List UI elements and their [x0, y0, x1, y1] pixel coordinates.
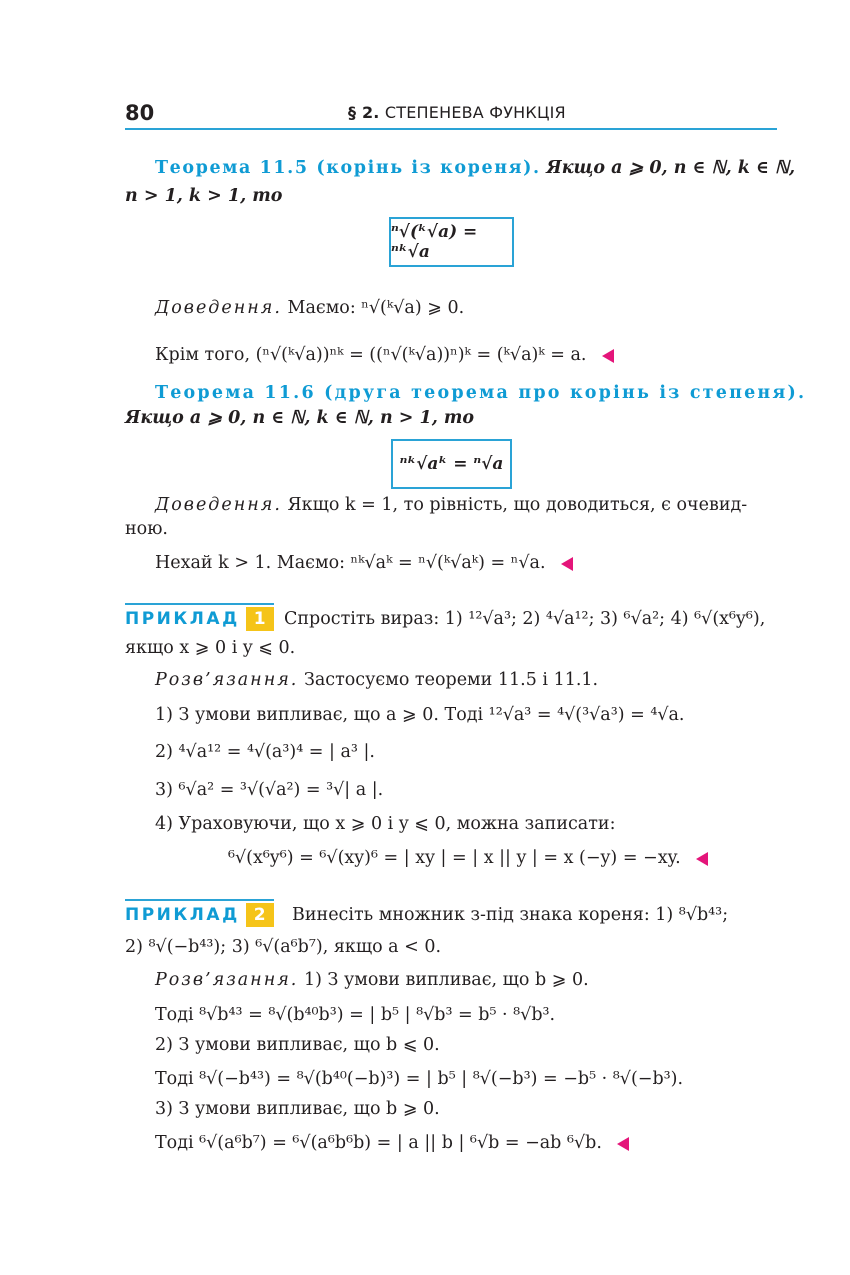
proof-label: Доведення. [155, 298, 282, 318]
proof-text: Крім того, (ⁿ√(ᵏ√a))ⁿᵏ = ((ⁿ√(ᵏ√a))ⁿ)ᵏ = (ᵏ√a)ᵏ = a. [155, 345, 587, 365]
theorem-11-6-proof-2: ною. [125, 519, 168, 539]
proof-text: Якщо k = 1, то рівність, що доводиться, є очевид- [287, 495, 748, 515]
solution-label: Розв’язання. [155, 670, 299, 690]
proof-text: Маємо: ⁿ√(ᵏ√a) ⩾ 0. [287, 298, 465, 318]
theorem-11-6-line-1 [155, 381, 806, 405]
theorem-11-6-condition: Якщо a ⩾ 0, n ∈ ℕ, k ∈ ℕ, n > 1, то [125, 408, 475, 428]
theorem-11-5-line-1 [155, 156, 795, 180]
left-triangle-icon [561, 557, 573, 571]
example-label-text: ПРИКЛАД [125, 905, 240, 925]
theorem-11-5-condition-2: n > 1, k > 1, то [125, 186, 283, 206]
proof-text: Нехай k > 1. Маємо: ⁿᵏ√aᵏ = ⁿ√(ᵏ√aᵏ) = ⁿ√a. [155, 553, 546, 573]
formula-text: ⁶√(x⁶y⁶) = ⁶√(xy)⁶ = | xy | = | x || y | = x (−y) = −xy. [228, 848, 681, 868]
example-1-task-1: Спростіть вираз: 1) ¹²√a³; 2) ⁴√a¹²; 3) ⁶√a²; 4) ⁶√(x⁶y⁶), [284, 609, 766, 629]
example-1-task-2: якщо x ⩾ 0 і y ⩽ 0. [125, 638, 296, 658]
theorem-11-6-proof-1 [155, 493, 747, 517]
header-rule [125, 128, 777, 130]
theorem-11-5-condition-1: Якщо a ⩾ 0, n ∈ ℕ, k ∈ ℕ, [546, 158, 796, 178]
example-2-step-3: 3) З умови випливає, що b ⩾ 0. [155, 1099, 440, 1119]
theorem-11-5-proof-2 [155, 343, 614, 367]
example-1-step-1: 1) З умови випливає, що a ⩾ 0. Тоді ¹²√a³ = ⁴√(³√a³) = ⁴√a. [155, 705, 685, 725]
page-number: 80 [125, 101, 155, 125]
example-number: 1 [246, 607, 274, 631]
solution-label: Розв’язання. [155, 970, 299, 990]
section-title: СТЕПЕНЕВА ФУНКЦІЯ [384, 103, 566, 122]
example-1-step-4-formula [228, 846, 708, 870]
section-mark: § 2. [348, 103, 380, 122]
theorem-11-5-proof-1 [155, 296, 464, 320]
example-rule [125, 899, 274, 901]
example-1-label [125, 607, 274, 631]
left-triangle-icon [602, 349, 614, 363]
example-2-task-1: Винесіть множник з-під знака кореня: 1) ⁸√b⁴³; [292, 905, 729, 925]
left-triangle-icon [617, 1137, 629, 1151]
example-1-step-4: 4) Ураховуючи, що x ⩾ 0 і y ⩽ 0, можна записати: [155, 814, 616, 834]
example-2-task-2: 2) ⁸√(−b⁴³); 3) ⁶√(a⁶b⁷), якщо a < 0. [125, 937, 442, 957]
example-1-step-2: 2) ⁴√a¹² = ⁴√(a³)⁴ = | a³ |. [155, 742, 375, 762]
example-1-step-3: 3) ⁶√a² = ³√(√a²) = ³√| a |. [155, 780, 384, 800]
theorem-11-6-proof-3 [155, 551, 573, 575]
theorem-11-5-formula: ⁿ√(ᵏ√a) = ⁿᵏ√a [391, 222, 478, 262]
example-2-step-2: 2) З умови випливає, що b ⩽ 0. [155, 1035, 440, 1055]
solution-intro: Застосуємо теореми 11.5 і 11.1. [303, 670, 599, 690]
example-2-step-3-formula [155, 1131, 629, 1155]
solution-step-1: 1) З умови випливає, що b ⩾ 0. [303, 970, 589, 990]
example-2-label [125, 903, 274, 927]
theorem-11-6-formula: ⁿᵏ√aᵏ = ⁿ√a [399, 454, 504, 474]
proof-label: Доведення. [155, 495, 282, 515]
theorem-11-5-formula-box [389, 217, 514, 267]
example-label-text: ПРИКЛАД [125, 609, 240, 629]
example-2-solution [155, 968, 589, 992]
theorem-11-6-formula-box [391, 439, 512, 489]
example-rule [125, 603, 274, 605]
example-number: 2 [246, 903, 274, 927]
example-1-solution [155, 668, 598, 692]
formula-text: Тоді ⁶√(a⁶b⁷) = ⁶√(a⁶b⁶b) = | a || b | ⁶√b = −ab ⁶√b. [155, 1133, 602, 1153]
theorem-11-6-label: Теорема 11.6 (друга теорема про корінь із степеня). [155, 383, 807, 403]
left-triangle-icon [696, 852, 708, 866]
example-2-step-1-formula: Тоді ⁸√b⁴³ = ⁸√(b⁴⁰b³) = | b⁵ | ⁸√b³ = b⁵ · ⁸√b³. [155, 1005, 556, 1025]
theorem-11-5-label: Теорема 11.5 (корінь із кореня). [155, 158, 541, 178]
running-header [348, 103, 566, 122]
example-2-step-2-formula: Тоді ⁸√(−b⁴³) = ⁸√(b⁴⁰(−b)³) = | b⁵ | ⁸√(−b³) = −b⁵ · ⁸√(−b³). [155, 1069, 684, 1089]
